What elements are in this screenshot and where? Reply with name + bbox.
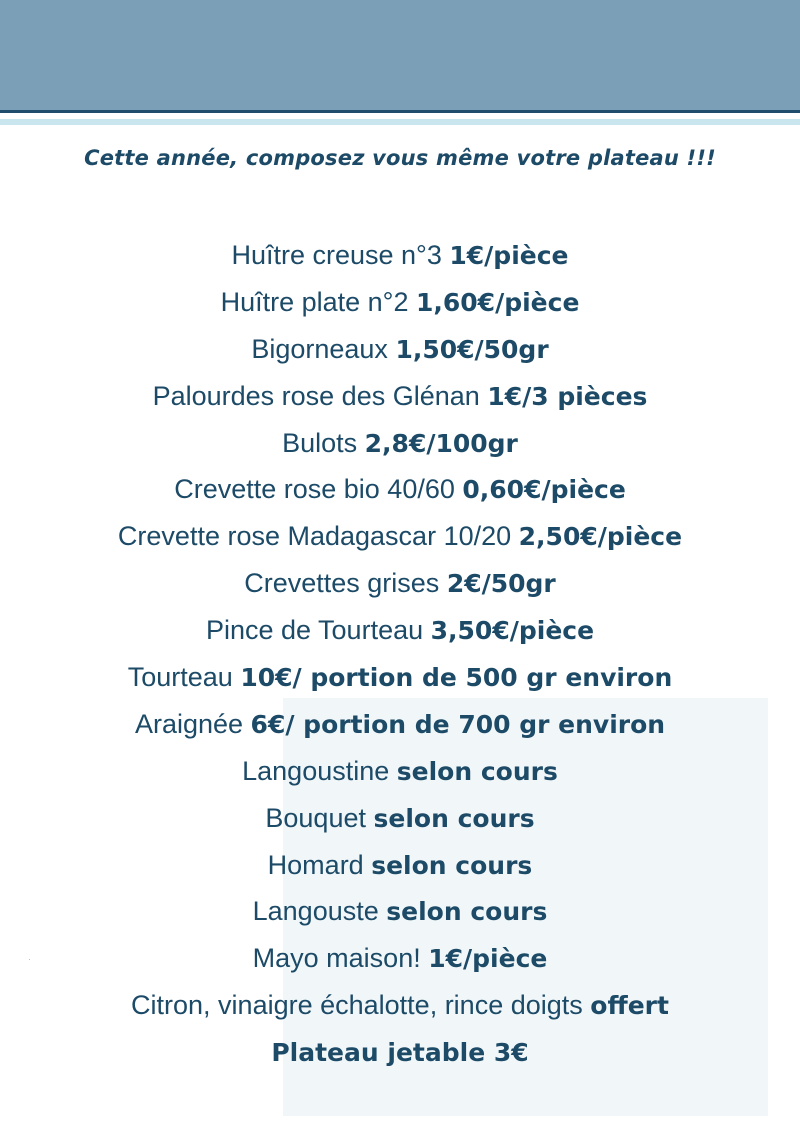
list-item [0,373,800,420]
list-item [0,420,800,467]
item-name: Palourdes rose des Glénan [152,380,480,411]
item-name: Crevette rose Madagascar 10/20 [117,521,512,552]
item-price: selon cours [396,756,558,786]
item-price: offert [590,991,669,1021]
list-item [0,982,800,1029]
header-rule-dark [0,110,800,113]
item-price: selon cours [371,850,533,880]
list-item [0,466,800,513]
item-name: Langouste [252,896,379,927]
item-price: 2,50€/pièce [518,522,683,552]
item-name: Huître plate n°2 [220,286,409,317]
item-name: Langoustine [242,755,390,786]
item-price: selon cours [386,897,548,927]
item-name: Araignée [134,708,244,739]
list-item [0,795,800,842]
item-price: 2€/50gr [446,569,556,599]
list-item [0,279,800,326]
item-price: 1,60€/pièce [416,287,580,317]
list-item [0,326,800,373]
list-item [0,842,800,889]
item-name: Pince de Tourteau [205,615,424,646]
item-name: Crevettes grises [244,568,440,599]
item-price: 3,50€/pièce [430,616,595,646]
item-price: 1€/pièce [428,944,548,974]
item-price: 0,60€/pièce [462,475,626,505]
item-name: Bigorneaux [251,333,388,364]
header-band [0,0,800,110]
list-item [0,607,800,654]
item-name: Homard [267,849,364,880]
item-name: Huître creuse n°3 [231,240,442,270]
list-item [0,560,800,607]
item-name: Bulots [282,427,358,458]
list-item [0,748,800,795]
list-item [0,701,800,748]
list-item [0,888,800,935]
item-name: Tourteau [127,662,233,693]
item-price: 1€/3 pièces [487,381,648,411]
scan-speck: · [28,954,31,964]
price-list [0,232,800,1076]
item-price: 1,50€/50gr [395,334,549,364]
list-item [0,935,800,982]
list-item [0,232,800,279]
list-item [0,1029,800,1076]
header-rule-light [0,119,800,125]
item-name: Crevette rose bio 40/60 [174,474,455,505]
list-item [0,513,800,560]
item-price: 6€/ portion de 700 gr environ [250,709,666,739]
item-name: Citron, vinaigre échalotte, rince doigts [131,990,583,1021]
item-price: 1€/pièce [449,241,569,270]
item-price: selon cours [373,803,535,833]
item-name: Plateau jetable 3€ [271,1038,529,1068]
item-name: Bouquet [265,802,366,833]
item-price: 2,8€/100gr [364,428,518,458]
item-name: Mayo maison! [252,943,421,974]
list-item [0,654,800,701]
item-price: 10€/ portion de 500 gr environ [240,663,673,693]
menu-heading: Cette année, composez vous même votre plateau !!! [84,146,716,170]
